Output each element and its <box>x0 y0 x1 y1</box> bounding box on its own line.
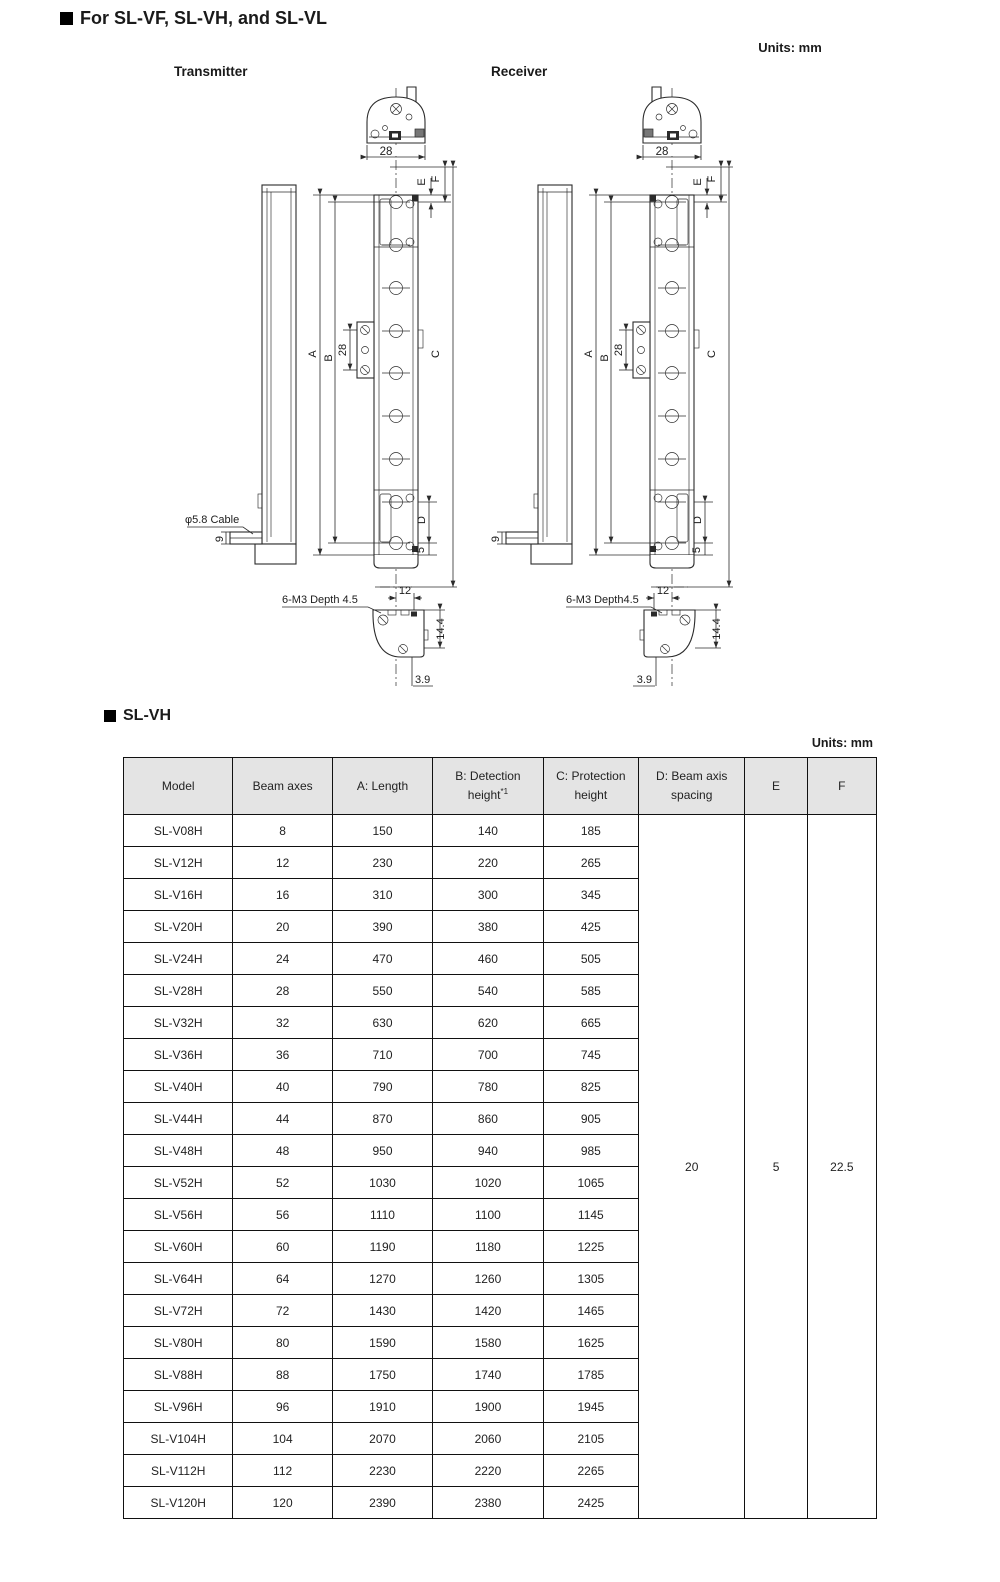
cell-b: 540 <box>433 975 543 1007</box>
cell-model: SL-V104H <box>124 1423 233 1455</box>
cell-axes: 12 <box>233 847 332 879</box>
side-view <box>230 185 296 564</box>
cell-axes: 60 <box>233 1231 332 1263</box>
cell-axes: 80 <box>233 1327 332 1359</box>
cell-b: 380 <box>433 911 543 943</box>
cell-b: 220 <box>433 847 543 879</box>
cell-model: SL-V96H <box>124 1391 233 1423</box>
cell-a: 2070 <box>332 1423 432 1455</box>
dim-label-e: E <box>692 178 704 186</box>
dim-label-f: F <box>430 175 442 183</box>
dim-label-b: B <box>323 354 335 362</box>
cell-b: 1180 <box>433 1231 543 1263</box>
cell-a: 1590 <box>332 1327 432 1359</box>
header-row <box>124 758 877 815</box>
cell-a: 630 <box>332 1007 432 1039</box>
cell-model: SL-V08H <box>124 815 233 847</box>
cell-model: SL-V60H <box>124 1231 233 1263</box>
header-model: Model <box>124 758 233 815</box>
dim-label-b: B <box>599 354 611 362</box>
dim-label-f: F <box>706 175 718 183</box>
cell-b: 860 <box>433 1103 543 1135</box>
cell-a: 550 <box>332 975 432 1007</box>
cell-axes: 32 <box>233 1007 332 1039</box>
cell-c: 905 <box>543 1103 638 1135</box>
cell-c: 425 <box>543 911 638 943</box>
cell-a: 950 <box>332 1135 432 1167</box>
m3-label: 6-M3 Depth 4.5 <box>282 594 358 606</box>
dim-label-12: 12 <box>398 585 412 597</box>
cell-model: SL-V16H <box>124 879 233 911</box>
dim-label-c: C <box>706 350 718 358</box>
cell-axes: 16 <box>233 879 332 911</box>
cell-model: SL-V32H <box>124 1007 233 1039</box>
side-view <box>506 185 572 564</box>
header-a-length: A: Length <box>332 758 432 815</box>
bottom-view <box>640 610 695 657</box>
cell-c: 2265 <box>543 1455 638 1487</box>
cell-a: 1190 <box>332 1231 432 1263</box>
cell-c: 1065 <box>543 1167 638 1199</box>
cell-b: 1020 <box>433 1167 543 1199</box>
cell-axes: 120 <box>233 1487 332 1519</box>
header-b-detection: B: Detection height$^{*1}$ <box>433 758 543 815</box>
cell-b: 620 <box>433 1007 543 1039</box>
cell-model: SL-V28H <box>124 975 233 1007</box>
transmitter-drawing <box>185 82 465 697</box>
front-view <box>357 195 423 568</box>
cell-b: 300 <box>433 879 543 911</box>
section-square-icon <box>60 12 73 25</box>
cell-b: 2380 <box>433 1487 543 1519</box>
cell-axes: 24 <box>233 943 332 975</box>
cell-c: 1225 <box>543 1231 638 1263</box>
dim-label-d: D <box>692 516 704 524</box>
cell-model: SL-V112H <box>124 1455 233 1487</box>
cell-a: 1910 <box>332 1391 432 1423</box>
dim-label-14-4: 14.4 <box>435 618 447 640</box>
cell-model: SL-V64H <box>124 1263 233 1295</box>
cell-axes: 20 <box>233 911 332 943</box>
spec-table <box>123 757 877 1519</box>
cell-a: 1430 <box>332 1295 432 1327</box>
cell-c: 2105 <box>543 1423 638 1455</box>
cell-c: 825 <box>543 1071 638 1103</box>
mounting-bracket <box>357 322 374 378</box>
cell-model: SL-V56H <box>124 1199 233 1231</box>
cell-c: 2425 <box>543 1487 638 1519</box>
dim-top-width <box>367 145 425 160</box>
cell-merged-d: 20 <box>639 815 745 1519</box>
bottom-view <box>373 610 428 657</box>
cell-a: 1030 <box>332 1167 432 1199</box>
cell-b: 2220 <box>433 1455 543 1487</box>
cell-axes: 112 <box>233 1455 332 1487</box>
cell-b: 1580 <box>433 1327 543 1359</box>
cell-a: 2230 <box>332 1455 432 1487</box>
cell-a: 710 <box>332 1039 432 1071</box>
dim-label-3-9: 3.9 <box>636 674 652 686</box>
dim-label-14-4: 14.4 <box>711 618 723 640</box>
cell-axes: 44 <box>233 1103 332 1135</box>
cable-label: φ5.8 Cable <box>185 514 240 526</box>
page-title <box>60 8 327 29</box>
cell-model: SL-V80H <box>124 1327 233 1359</box>
units-label-top: Units: mm <box>758 40 822 55</box>
dim-label-28-top: 28 <box>379 146 393 158</box>
transmitter-caption: Transmitter <box>174 64 248 79</box>
header-d-spacing: D: Beam axis spacing <box>639 758 745 815</box>
dim-label-5: 5 <box>691 546 703 554</box>
dim-label-e: E <box>416 178 428 186</box>
section-title <box>104 707 171 725</box>
cell-a: 790 <box>332 1071 432 1103</box>
cell-c: 265 <box>543 847 638 879</box>
section-title-text: SL-VH <box>123 707 171 724</box>
dim-label-28-bracket: 28 <box>613 343 625 357</box>
cell-b: 2060 <box>433 1423 543 1455</box>
cell-c: 1465 <box>543 1295 638 1327</box>
cell-axes: 56 <box>233 1199 332 1231</box>
mounting-bracket <box>633 322 650 378</box>
cell-model: SL-V88H <box>124 1359 233 1391</box>
cell-c: 665 <box>543 1007 638 1039</box>
cell-a: 2390 <box>332 1487 432 1519</box>
cell-c: 745 <box>543 1039 638 1071</box>
cell-model: SL-V40H <box>124 1071 233 1103</box>
cell-b: 1740 <box>433 1359 543 1391</box>
cell-c: 1625 <box>543 1327 638 1359</box>
cell-model: SL-V24H <box>124 943 233 975</box>
units-label-table: Units: mm <box>811 736 873 750</box>
dim-label-c: C <box>430 350 442 358</box>
dim-label-3-9: 3.9 <box>415 674 431 686</box>
cell-c: 1305 <box>543 1263 638 1295</box>
cell-model: SL-V20H <box>124 911 233 943</box>
dim-bracket-28 <box>337 330 357 370</box>
cell-model: SL-V120H <box>124 1487 233 1519</box>
cell-axes: 96 <box>233 1391 332 1423</box>
cell-axes: 88 <box>233 1359 332 1391</box>
cell-model: SL-V72H <box>124 1295 233 1327</box>
section-square-icon <box>104 710 116 722</box>
cell-axes: 104 <box>233 1423 332 1455</box>
header-c-protection: C: Protection height <box>543 758 638 815</box>
cell-merged-f: 22.5 <box>807 815 876 1519</box>
table-row <box>124 815 877 847</box>
dim-label-12: 12 <box>656 585 670 597</box>
cell-a: 1110 <box>332 1199 432 1231</box>
cell-axes: 36 <box>233 1039 332 1071</box>
cell-c: 505 <box>543 943 638 975</box>
dim-label-a: A <box>307 350 319 358</box>
dim-label-d: D <box>416 516 428 524</box>
cell-a: 1270 <box>332 1263 432 1295</box>
dim-bracket-28 <box>613 330 633 370</box>
dim-label-28-bracket: 28 <box>337 343 349 357</box>
footnote-marker: *1 <box>500 787 509 796</box>
cell-axes: 72 <box>233 1295 332 1327</box>
cell-c: 1945 <box>543 1391 638 1423</box>
cell-a: 390 <box>332 911 432 943</box>
cell-c: 1785 <box>543 1359 638 1391</box>
side-tab <box>694 330 699 348</box>
dim-top-width <box>643 145 701 160</box>
dim-label-9: 9 <box>214 535 226 543</box>
front-view <box>633 195 699 568</box>
cell-a: 310 <box>332 879 432 911</box>
dim-label-9: 9 <box>490 535 502 543</box>
cell-a: 870 <box>332 1103 432 1135</box>
cell-b: 1420 <box>433 1295 543 1327</box>
cell-c: 345 <box>543 879 638 911</box>
cell-b: 700 <box>433 1039 543 1071</box>
cell-a: 230 <box>332 847 432 879</box>
cell-a: 150 <box>332 815 432 847</box>
cell-axes: 52 <box>233 1167 332 1199</box>
m3-label: 6-M3 Depth4.5 <box>566 594 639 606</box>
page-title-text: For SL-VF, SL-VH, and SL-VL <box>80 8 327 28</box>
header-beam-axes: Beam axes <box>233 758 332 815</box>
cell-c: 585 <box>543 975 638 1007</box>
header-f: F <box>807 758 876 815</box>
spec-table-body <box>124 815 877 1519</box>
cell-b: 1900 <box>433 1391 543 1423</box>
cell-model: SL-V52H <box>124 1167 233 1199</box>
cell-c: 185 <box>543 815 638 847</box>
cell-axes: 64 <box>233 1263 332 1295</box>
cell-b: 780 <box>433 1071 543 1103</box>
cell-b: 460 <box>433 943 543 975</box>
header-e: E <box>745 758 807 815</box>
cell-a: 1750 <box>332 1359 432 1391</box>
cell-c: 985 <box>543 1135 638 1167</box>
cell-b: 940 <box>433 1135 543 1167</box>
dim-label-28-top: 28 <box>655 146 669 158</box>
receiver-caption: Receiver <box>491 64 548 79</box>
dim-label-5: 5 <box>415 546 427 554</box>
cell-model: SL-V12H <box>124 847 233 879</box>
cell-axes: 40 <box>233 1071 332 1103</box>
cell-axes: 28 <box>233 975 332 1007</box>
cell-model: SL-V48H <box>124 1135 233 1167</box>
dim-label-a: A <box>583 350 595 358</box>
side-tab <box>418 330 423 348</box>
cell-a: 470 <box>332 943 432 975</box>
cell-axes: 8 <box>233 815 332 847</box>
cell-b: 1260 <box>433 1263 543 1295</box>
cell-model: SL-V44H <box>124 1103 233 1135</box>
cell-axes: 48 <box>233 1135 332 1167</box>
cell-model: SL-V36H <box>124 1039 233 1071</box>
receiver-drawing <box>461 82 741 697</box>
cell-b: 140 <box>433 815 543 847</box>
cell-b: 1100 <box>433 1199 543 1231</box>
cell-c: 1145 <box>543 1199 638 1231</box>
cell-merged-e: 5 <box>745 815 807 1519</box>
